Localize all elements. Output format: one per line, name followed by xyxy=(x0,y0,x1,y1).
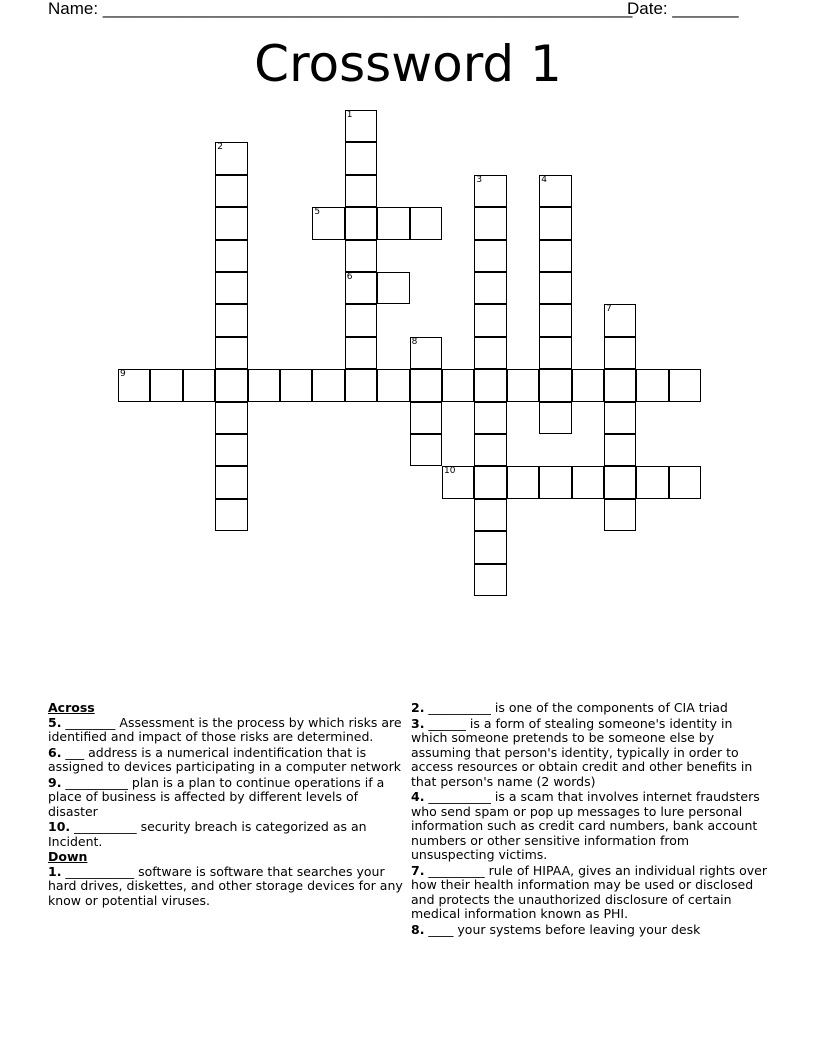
grid-cell[interactable] xyxy=(474,369,506,401)
clue-number: 2. xyxy=(411,700,425,715)
grid-cell[interactable] xyxy=(345,175,377,207)
grid-cell[interactable] xyxy=(312,369,344,401)
grid-cell[interactable] xyxy=(442,466,474,498)
clue-item xyxy=(411,790,771,863)
grid-cell[interactable] xyxy=(474,499,506,531)
grid-cell[interactable] xyxy=(474,564,506,596)
date-label: Date: xyxy=(627,0,668,18)
grid-cell[interactable] xyxy=(345,110,377,142)
grid-cell[interactable] xyxy=(215,434,247,466)
grid-cell[interactable] xyxy=(215,304,247,336)
grid-cell[interactable] xyxy=(474,272,506,304)
grid-cell[interactable] xyxy=(636,369,668,401)
grid-cell[interactable] xyxy=(604,402,636,434)
grid-cell[interactable] xyxy=(215,142,247,174)
grid-cell[interactable] xyxy=(539,337,571,369)
grid-cell[interactable] xyxy=(345,207,377,239)
clue-number: 10. xyxy=(48,819,71,834)
across-clue-list xyxy=(48,716,406,850)
clue-text: __________ security breach is categorized as an Incident. xyxy=(48,819,367,849)
grid-cell[interactable] xyxy=(215,499,247,531)
down-heading: Down xyxy=(48,849,88,864)
grid-cell[interactable] xyxy=(604,466,636,498)
clue-text: ___________ software is software that searches your hard drives, diskettes, and other storage devices for any know or potential viruses. xyxy=(48,863,403,908)
grid-cell[interactable] xyxy=(474,240,506,272)
grid-cell[interactable] xyxy=(410,402,442,434)
grid-cell[interactable] xyxy=(150,369,182,401)
down-clue-list-left xyxy=(48,865,406,909)
cell-number: 2 xyxy=(217,142,223,153)
grid-cell[interactable] xyxy=(474,466,506,498)
grid-cell[interactable] xyxy=(539,175,571,207)
grid-cell[interactable] xyxy=(377,369,409,401)
grid-cell[interactable] xyxy=(604,337,636,369)
clue-number: 9. xyxy=(48,774,62,790)
clue-text: ________ Assessment is the process by which risks are identified and impact of those risks are determined. xyxy=(48,714,402,744)
grid-cell[interactable] xyxy=(215,175,247,207)
clue-item xyxy=(48,776,406,820)
cell-number: 10 xyxy=(444,466,456,477)
grid-cell[interactable] xyxy=(669,466,701,498)
cell-number: 7 xyxy=(606,304,612,315)
name-line: ________________________________________________________ xyxy=(102,0,633,18)
grid-cell[interactable] xyxy=(410,337,442,369)
clue-number: 7. xyxy=(411,862,425,878)
clue-item xyxy=(48,716,406,745)
grid-cell[interactable] xyxy=(215,402,247,434)
grid-cell[interactable] xyxy=(604,369,636,401)
grid-cell[interactable] xyxy=(410,369,442,401)
grid-cell[interactable] xyxy=(539,207,571,239)
grid-cell[interactable] xyxy=(539,369,571,401)
grid-cell[interactable] xyxy=(474,402,506,434)
clue-text: ____ your systems before leaving your desk xyxy=(424,921,701,937)
grid-cell[interactable] xyxy=(215,369,247,401)
grid-cell[interactable] xyxy=(215,240,247,272)
grid-cell[interactable] xyxy=(312,207,344,239)
grid-cell[interactable] xyxy=(539,466,571,498)
grid-cell[interactable] xyxy=(345,142,377,174)
down-clue-list-right xyxy=(411,701,771,937)
clue-item xyxy=(48,746,406,775)
across-heading: Across xyxy=(48,700,95,715)
grid-cell[interactable] xyxy=(215,337,247,369)
grid-cell[interactable] xyxy=(604,304,636,336)
grid-cell[interactable] xyxy=(669,369,701,401)
clue-item xyxy=(411,864,771,922)
grid-cell[interactable] xyxy=(248,369,280,401)
grid-cell[interactable] xyxy=(604,499,636,531)
clue-text: ___ address is a numerical indentification that is assigned to devices participating in a computer network xyxy=(48,744,401,774)
clue-text: __________ is one of the components of CIA triad xyxy=(424,700,728,715)
grid-cell[interactable] xyxy=(345,337,377,369)
grid-cell[interactable] xyxy=(507,369,539,401)
grid-cell[interactable] xyxy=(636,466,668,498)
page-title: Crossword 1 xyxy=(254,35,562,93)
grid-cell[interactable] xyxy=(442,369,474,401)
grid-cell[interactable] xyxy=(345,304,377,336)
grid-cell[interactable] xyxy=(215,207,247,239)
clue-item xyxy=(411,701,771,716)
clue-number: 1. xyxy=(48,863,62,879)
clue-number: 6. xyxy=(48,744,62,760)
grid-cell[interactable] xyxy=(215,466,247,498)
grid-cell[interactable] xyxy=(410,434,442,466)
grid-cell[interactable] xyxy=(474,337,506,369)
clue-number: 3. xyxy=(411,715,425,731)
cell-number: 3 xyxy=(476,174,483,185)
clue-text: ______ is a form of stealing someone's identity in which someone pretends to be someone else by assuming that person's identity, typically in order to access resources or obtain credit and other benefits in that person's name (2 words) xyxy=(411,715,753,789)
grid-cell[interactable] xyxy=(539,240,571,272)
cell-number: 9 xyxy=(120,369,126,380)
cell-number: 6 xyxy=(346,272,353,282)
cell-number: 5 xyxy=(314,207,321,218)
clue-item xyxy=(411,717,771,790)
name-label: Name: xyxy=(48,0,99,18)
clue-number: 8. xyxy=(411,921,425,937)
grid-cell[interactable] xyxy=(345,240,377,272)
grid-cell[interactable] xyxy=(474,304,506,336)
grid-cell[interactable] xyxy=(377,207,409,239)
clue-text: __________ plan is a plan to continue operations if a place of business is affected by different levels of disaster xyxy=(48,774,385,819)
grid-cell[interactable] xyxy=(572,369,604,401)
grid-cell[interactable] xyxy=(474,207,506,239)
clues-right-column xyxy=(411,701,771,938)
clue-item xyxy=(48,820,406,849)
grid-cell[interactable] xyxy=(474,434,506,466)
grid-cell[interactable] xyxy=(215,272,247,304)
grid-cell[interactable] xyxy=(345,369,377,401)
grid-cell[interactable] xyxy=(345,272,377,304)
cell-number: 1 xyxy=(346,110,353,120)
grid-cell[interactable] xyxy=(604,434,636,466)
grid-cell[interactable] xyxy=(572,466,604,498)
grid-cell[interactable] xyxy=(280,369,312,401)
grid-cell[interactable] xyxy=(507,466,539,498)
cell-number: 4 xyxy=(541,174,547,185)
grid-cell[interactable] xyxy=(183,369,215,401)
cell-number: 8 xyxy=(411,336,418,347)
clue-number: 4. xyxy=(411,789,425,804)
grid-cell[interactable] xyxy=(539,272,571,304)
clue-item xyxy=(411,923,771,938)
clue-number: 5. xyxy=(48,714,62,730)
grid-cell[interactable] xyxy=(474,175,506,207)
grid-cell[interactable] xyxy=(539,304,571,336)
clue-text: _________ rule of HIPAA, gives an individual rights over how their health information may be used or disclosed and protects the unauthorized disclosure of certain medical information known as PHI. xyxy=(411,862,767,921)
clue-text: __________ is a scam that involves internet fraudsters who send spam or pop up messages to lure personal information such as credit card numbers, bank account numbers or other sensitive information from unsuspecting victims. xyxy=(411,789,760,862)
date-line: _______ xyxy=(672,0,739,18)
clues-left-column xyxy=(48,701,406,909)
grid-cell[interactable] xyxy=(474,531,506,563)
grid-cell[interactable] xyxy=(410,207,442,239)
grid-cell[interactable] xyxy=(118,369,150,401)
grid-cell[interactable] xyxy=(539,402,571,434)
grid-cell[interactable] xyxy=(377,272,409,304)
clue-item xyxy=(48,865,406,909)
